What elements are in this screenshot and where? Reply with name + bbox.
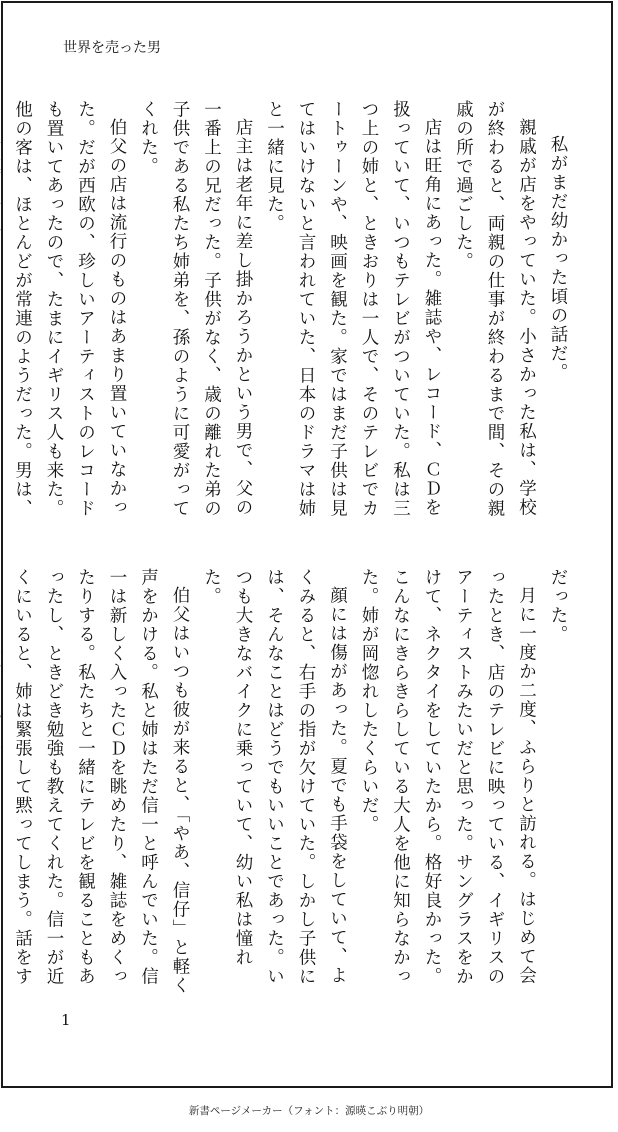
body-text-lower-column xyxy=(12,568,573,1000)
paragraph: 親戚が店をやっていた。小さかった私は、学校が終わると、両親の仕事が終わるまで間、その親戚の所で過ごした。 xyxy=(453,100,537,518)
body-text-upper-column xyxy=(12,100,573,532)
paragraph: 顔には傷があった。夏でも手袋をしていて、よくみると、右手の指が欠けていた。しかし子供には、そんなことはどうでもいいことであった。いつも大きなバイクに乗っていて、幼い私は憧れた。 xyxy=(201,568,348,986)
paragraph: 店主は老年に差し掛かろうかという男で、父の一番上の兄だった。子供がなく、歳の離れた弟の子供である私たち姉弟を、孫のように可愛がってくれた。 xyxy=(138,100,253,518)
paragraph: 店は旺角にあった。雑誌や、レコード、ＣＤを扱っていて、いつもテレビがついていた。私は三つ上の姉と、ときおりは一人で、そのテレビでカートゥーンや、映画を観た。家ではまだ子供は見てはいけないと言われていた、日本のドラマは姉と一緒に見た。 xyxy=(264,100,442,518)
paragraph: 月に一度か二度、ふらりと訪れる。はじめて会ったとき、店のテレビに映っている、イギリスのアーティストみたいだと思った。サングラスをかけて、ネクタイをしていたから。格好良かった。こんなにきらきらしている大人を他に知らなかった。姉が岡惚れしたくらいだ。 xyxy=(359,568,537,986)
paragraph: 伯父の店は流行のものはあまり置いていなかった。だが西欧の、珍しいアーティストのレコードも置いてあったので、たまにイギリス人も来た。他の客は、ほとんどが常連のようだった。男は、 xyxy=(12,100,127,518)
running-title: 世界を売った男 xyxy=(63,40,161,56)
footer-credit: 新書ページメーカー（フォント：源暎こぶり明朝） xyxy=(188,1105,430,1117)
paragraph: だった。 xyxy=(548,568,568,644)
paragraph: 私がまだ幼かった頃の話だ。 xyxy=(548,135,568,382)
page-frame xyxy=(1,1,613,1088)
paragraph: 伯父はいつも彼が来ると、「やあ、信仔」と軽く声をかける。私と姉はただ信一と呼んでいた。信一は新しく入ったＣＤを眺めたり、雑誌をめくったりする。私たちと一緒にテレビを観ることもあったし、ときどき勉強も教えてくれた。信一が近くにいると、姉は緊張して黙ってしまう。話をす xyxy=(12,568,190,995)
page-number: 1 xyxy=(61,1011,71,1029)
